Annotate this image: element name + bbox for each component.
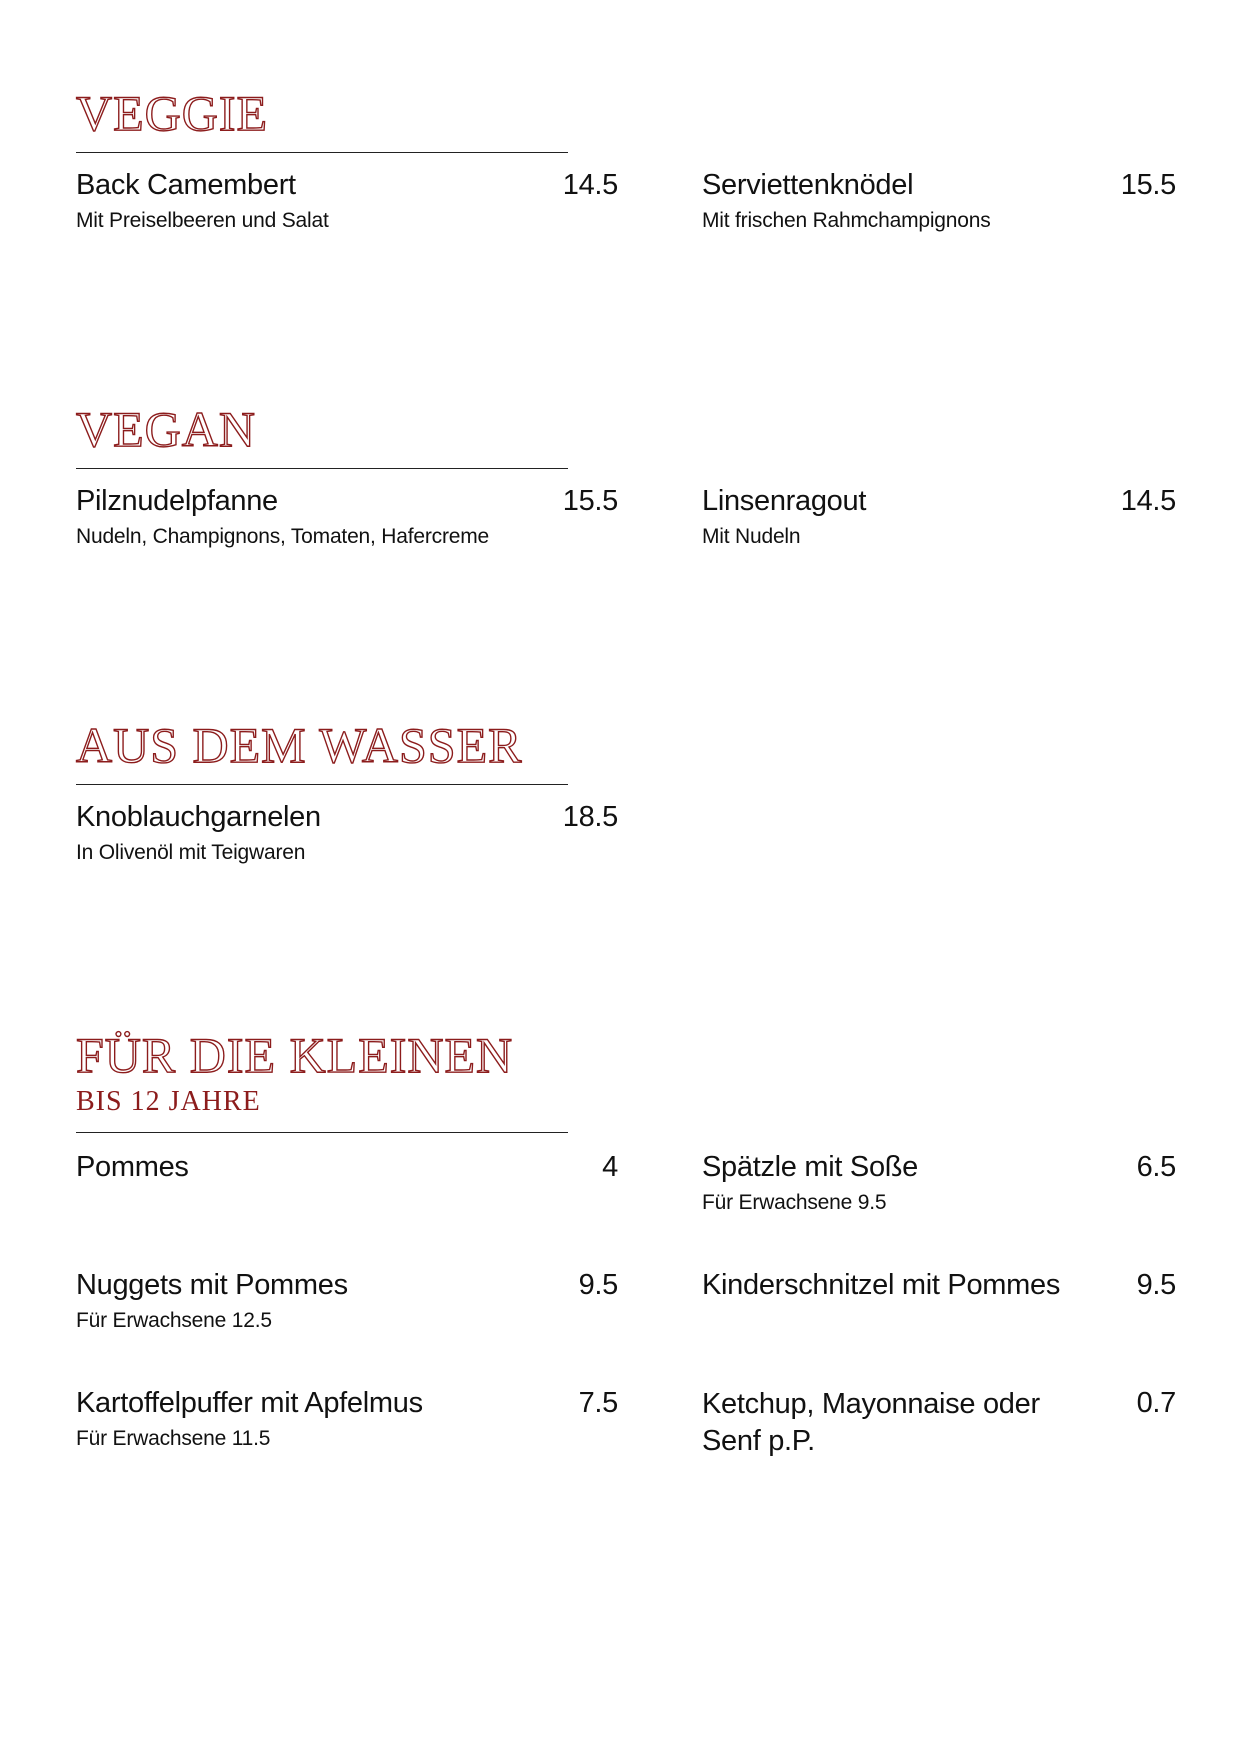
menu-item — [702, 1386, 1176, 1466]
menu-item — [702, 1268, 1176, 1348]
section-subtitle: BIS 12 JAHRE — [76, 1086, 261, 1117]
item-name: Knoblauchgarnelen — [76, 801, 321, 833]
section-title: VEGAN — [76, 401, 256, 457]
item-name: Back Camembert — [76, 169, 296, 201]
item-name: Spätzle mit Soße — [702, 1151, 919, 1183]
item-name: Kinderschnitzel mit Pommes — [702, 1269, 1061, 1301]
item-price: 4 — [602, 1151, 618, 1183]
item-name: Ketchup, Mayonnaise oder Senf p.P. — [702, 1388, 1040, 1457]
item-name: Linsenragout — [702, 485, 867, 517]
item-price: 9.5 — [578, 1269, 618, 1301]
section-title: AUS DEM WASSER — [76, 717, 523, 773]
menu-item — [76, 800, 618, 880]
section-divider — [76, 784, 568, 785]
item-price: 14.5 — [562, 169, 618, 201]
menu-item — [76, 1150, 618, 1230]
section-title: FÜR DIE KLEINEN — [76, 1027, 514, 1083]
item-price: 15.5 — [562, 485, 618, 517]
section-divider — [76, 468, 568, 469]
item-price: 0.7 — [1136, 1387, 1176, 1419]
item-description: In Olivenöl mit Teigwaren — [76, 841, 306, 864]
menu-item — [76, 1268, 618, 1348]
menu-item — [702, 1150, 1176, 1230]
item-description: Für Erwachsene 9.5 — [702, 1191, 887, 1214]
item-description: Nudeln, Champignons, Tomaten, Hafercreme — [76, 525, 489, 548]
section-divider — [76, 152, 568, 153]
item-price: 18.5 — [562, 801, 618, 833]
section-divider — [76, 1132, 568, 1133]
menu-item — [702, 484, 1176, 564]
item-description: Mit Preiselbeeren und Salat — [76, 209, 329, 232]
item-name: Serviettenknödel — [702, 169, 914, 201]
menu-item — [702, 168, 1176, 248]
menu-item — [76, 1386, 618, 1466]
item-name: Pilznudelpfanne — [76, 485, 278, 517]
item-description: Mit Nudeln — [702, 525, 801, 548]
item-price: 7.5 — [578, 1387, 618, 1419]
item-price: 9.5 — [1136, 1269, 1176, 1301]
menu-item — [76, 168, 618, 248]
item-description: Für Erwachsene 11.5 — [76, 1427, 271, 1450]
menu-item — [76, 484, 618, 564]
item-price: 14.5 — [1120, 485, 1176, 517]
item-name: Nuggets mit Pommes — [76, 1269, 348, 1301]
item-name: Pommes — [76, 1151, 189, 1183]
item-description: Für Erwachsene 12.5 — [76, 1309, 272, 1332]
item-price: 6.5 — [1136, 1151, 1176, 1183]
item-name: Kartoffelpuffer mit Apfelmus — [76, 1387, 423, 1419]
item-price: 15.5 — [1120, 169, 1176, 201]
item-description: Mit frischen Rahmchampignons — [702, 209, 991, 232]
section-title: VEGGIE — [76, 85, 269, 141]
